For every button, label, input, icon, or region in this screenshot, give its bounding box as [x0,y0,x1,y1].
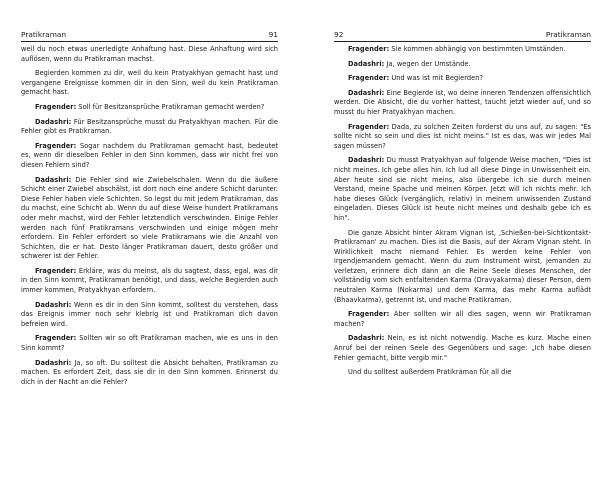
paragraph-text: weil du noch etwas unerledigte Anhaftung hast. Diese Anhaftung wird sich auflösen, wenn du Pratikraman machst. [21,45,278,63]
speaker-label: Fragender: [348,45,390,53]
paragraph [334,368,591,378]
paragraph-text: Für Besitzansprüche musst du Pratyakhyan machen. Für die Fehler gibt es Pratikraman. [21,117,278,136]
paragraph [334,60,591,70]
paragraph-text: Du musst Pratyakhyan auf folgende Weise machen, "Dies ist nicht meines. Ich gebe alles hin. Ich lud all diese Dinge in Unwissenheit ein. Aber heute sind sie nicht meins, also übergebe ich sie durch meinen Verstand, meine Spache und meinen Körper. Jetzt will ich nichts mehr. Ich habe dieses Glück (vergänglich, relativ) in meinem unwissenden Zustand eingeladen. Dieses Glück ist heute nicht meines und deshalb gebe ich es hin". [334,156,591,222]
page-number: 91 [268,30,278,39]
page-number: 92 [334,30,344,39]
paragraph [21,359,278,388]
speaker-label: Dadashri: [348,59,385,68]
page-body [334,45,591,383]
paragraph [334,89,591,118]
speaker-label: Dadashri: [35,300,72,309]
paragraph [334,74,591,84]
paragraph [334,334,591,363]
speaker-label: Dadashri: [348,88,385,97]
speaker-label: Dadashri: [35,175,72,184]
paragraph [334,310,591,329]
paragraph [21,301,278,330]
paragraph-text: Die Fehler sind wie Zwiebelschalen. Wenn du die äußere Schicht einer Zwiebel abschälst, ist dort noch eine andere Schicht darunter. Diese Fehler haben viele Schichten. So legst du mit jedem Pratikraman, das du machst, eine Schicht ab. Wenn du auf diese Weise hundert Pratikramans oder mehr machst, wird der Fehler letztendlich verschwinden. Einige Fehler werden nach fünf Pratikramans verschwinden und einige mögen mehr erfordern. Ein Fehler erfordert so viele Pratikramans wie die Anzahl von Schichten, die er hat. Desto länger Pratikraman dauert, desto größer und schwerer ist der Fehler. [21,175,278,261]
speaker-label: Fragender: [35,266,77,275]
running-head [334,30,591,42]
paragraph [21,45,278,64]
speaker-label: Dadashri: [35,117,72,126]
paragraph [21,142,278,171]
paragraph [21,103,278,113]
paragraph [334,123,591,152]
running-head [21,30,278,42]
paragraph-text: Wenn es dir in den Sinn kommt, solltest du verstehen, dass das Ereignis immer noch sehr klebrig ist und Pratikraman dich davon befreien wird. [21,300,278,328]
speaker-label: Fragender: [348,74,390,83]
paragraph-text: Eine Begierde ist, wo deine inneren Tendenzen offensichtlich werden. Die Absicht, die du vorher hattest, taucht jetzt wieder auf, und so musst du hier Pratyakhyan machen. [334,88,591,116]
speaker-label: Dadashri: [348,156,385,165]
paragraph [21,69,278,98]
paragraph-text: Soll für Besitzansprüche Pratikraman gemacht werden? [76,102,265,111]
speaker-label: Fragender: [35,334,77,343]
paragraph [334,156,591,223]
paragraph-text: Sogar nachdem du Pratikraman gemacht hast, bedeutet es, wenn dir dieselben Fehler in den Sinn kommen, dass wir nicht frei von diesen Fehlern sind? [21,141,278,169]
paragraph [334,45,591,55]
speaker-label: Fragender: [348,310,390,319]
speaker-label: Dadashri: [348,334,385,343]
paragraph-text: Ja, wegen der Umstände. [384,59,471,68]
paragraph-text: Erkläre, was du meinst, als du sagtest, dass, egal, was dir in den Sinn kommt, Pratikraman benötigt, und dass, welche Begierden auch immer kommen, Pratyakhyan erfordern. [21,266,278,295]
paragraph-text: Die ganze Absicht hinter Akram Vignan ist, ‚Schießen-bei-Sichtkontakt-Pratikraman' zu machen. Dies ist die Basis, auf der Akram Vignan steht. In Wirklichkeit macht niemand Fehler. Es werden keine Fehler von irgendjemandem gemacht. Wenn du zum Instrument wirst, jemanden zu verletzen, erinnere dich dann an die Reine Seele dieses Menschen, der vollständig vom sich entfaltenden Karma (Dravyakarma) dieser Person, dem neutralen Karma (Nokarma) und dem Karma, das mehr Karma auflädt (Bhaavkarma), getrennt ist, und mache Pratikraman. [334,228,591,304]
paragraph-text: Begierden kommen zu dir, weil du kein Pratyakhyan gemacht hast und vergangene Ereignisse kommen dir in den Sinn, weil du kein Pratikraman gemacht hast. [21,69,278,97]
speaker-label: Dadashri: [35,358,72,367]
paragraph [21,118,278,137]
paragraph-text: Aber sollten wir all dies sagen, wenn wir Pratikraman machen? [334,310,591,328]
left-page [21,0,278,484]
paragraph-text: Sie kommen abhängig von bestimmten Umständen. [389,45,566,53]
header-title: Pratikraman [545,30,591,39]
paragraph-text: Sollten wir so oft Pratikraman machen, wie es uns in den Sinn kommt? [21,334,278,353]
right-page [334,0,591,484]
paragraph-text: Nein, es ist nicht notwendig. Mache es kurz. Mache einen Anruf bei der reinen Seele des Gegenübers und sage: „Ich habe diesen Fehler gemacht, bitte vergib mir." [334,334,591,362]
speaker-label: Fragender: [35,141,77,150]
page-body [21,45,278,392]
paragraph [334,229,591,306]
speaker-label: Fragender: [348,122,390,131]
paragraph [21,334,278,353]
speaker-label: Fragender: [35,102,77,111]
header-title: Pratikraman [21,30,67,39]
paragraph [21,267,278,296]
paragraph [21,176,278,262]
paragraph-text: Ja, so oft. Du solltest die Absicht behalten, Pratikraman zu machen. Es erfordert Zeit, dass sie dir in den Sinn kommen. Erinnerst du dich in der Nacht an die Fehler? [21,358,278,386]
paragraph-text: Dada, zu solchen Zeiten forderst du uns auf, zu sagen: "Es sollte nicht so sein und dies ist nicht meins." Ist es das, was wir jedes Mal sagen müssen? [334,122,591,150]
paragraph-text: Und was ist mit Begierden? [389,74,484,83]
paragraph-text: Und du solltest außerdem Pratikraman für all die [348,368,512,377]
